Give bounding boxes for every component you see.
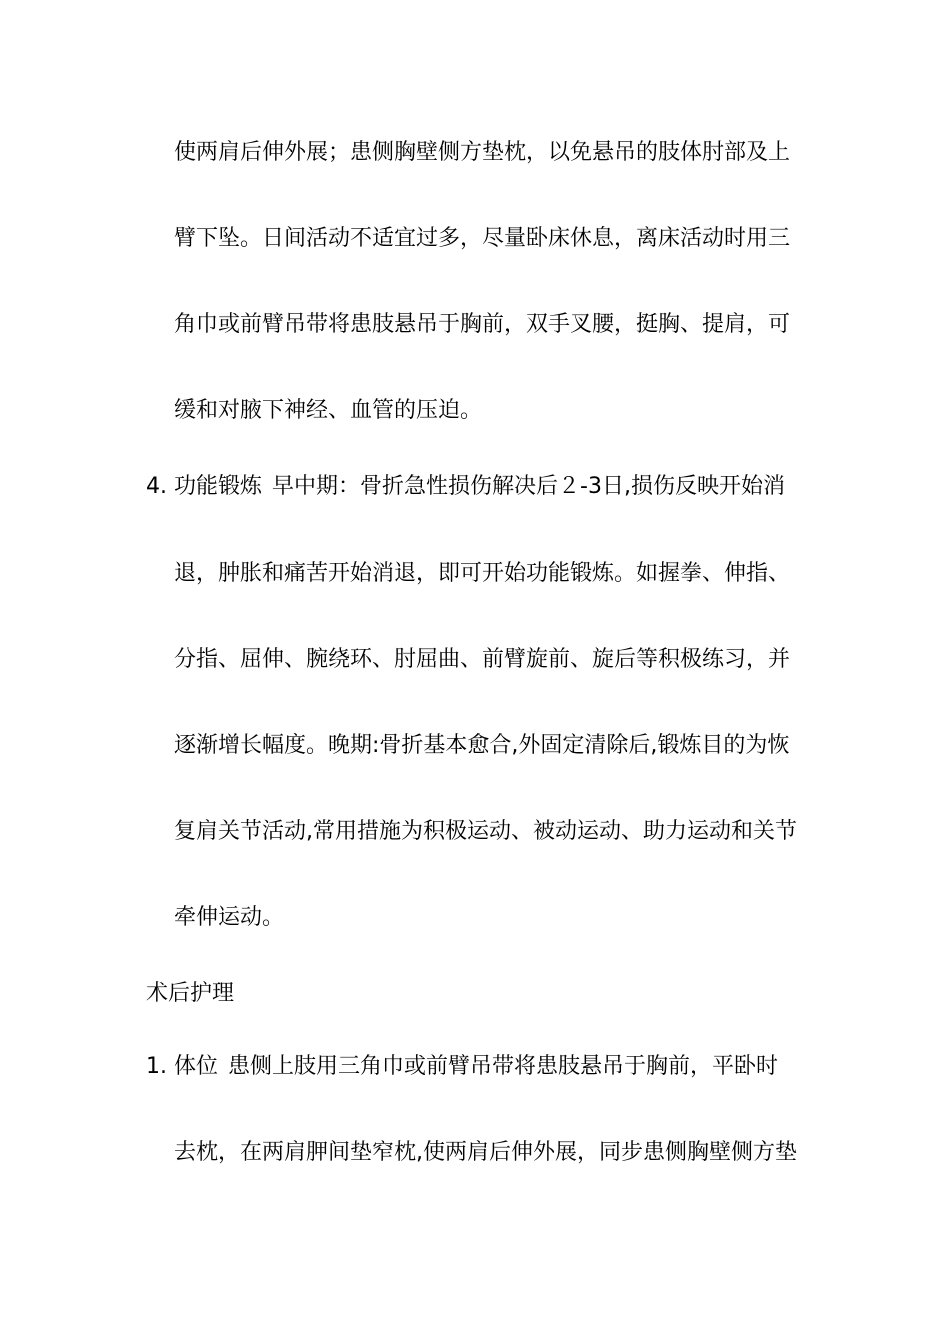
list-item-number: 1. [146,1054,167,1079]
paragraph-line: 缓和对腋下神经、血管的压迫。 [174,398,483,423]
list-item-title: 功能锻炼 [174,474,263,499]
paragraph-line: 分指、屈伸、腕绕环、肘屈曲、前臂旋前、旋后等积极练习，并 [174,647,791,672]
list-item-4 [146,472,785,502]
list-item-title: 体位 [174,1054,219,1079]
paragraph-line: 使两肩后伸外展；患侧胸壁侧方垫枕，以免悬吊的肢体肘部及上 [174,140,791,165]
list-item-text: 早中期：骨折急性损伤解决后２-3日,损伤反映开始消 [272,474,785,499]
section-heading: 术后护理 [146,981,235,1006]
paragraph-line: 逐渐增长幅度。晚期:骨折基本愈合,外固定清除后,锻炼目的为恢 [174,733,790,758]
paragraph-line: 牵伸运动。 [174,905,285,930]
list-item-text: 患侧上肢用三角巾或前臂吊带将患肢悬吊于胸前，平卧时 [228,1054,779,1079]
paragraph-line: 去枕，在两肩胛间垫窄枕,使两肩后伸外展，同步患侧胸壁侧方垫 [174,1140,797,1165]
paragraph-line: 复肩关节活动,常用措施为积极运动、被动运动、助力运动和关节 [174,819,797,844]
list-item-number: 4. [146,474,167,499]
list-item-1 [146,1052,778,1082]
paragraph-line: 臂下坠。日间活动不适宜过多，尽量卧床休息，离床活动时用三 [174,226,791,251]
paragraph-line: 角巾或前臂吊带将患肢悬吊于胸前，双手叉腰，挺胸、提肩，可 [174,312,791,337]
paragraph-line: 退，肿胀和痛苦开始消退，即可开始功能锻炼。如握拳、伸指、 [174,561,791,586]
